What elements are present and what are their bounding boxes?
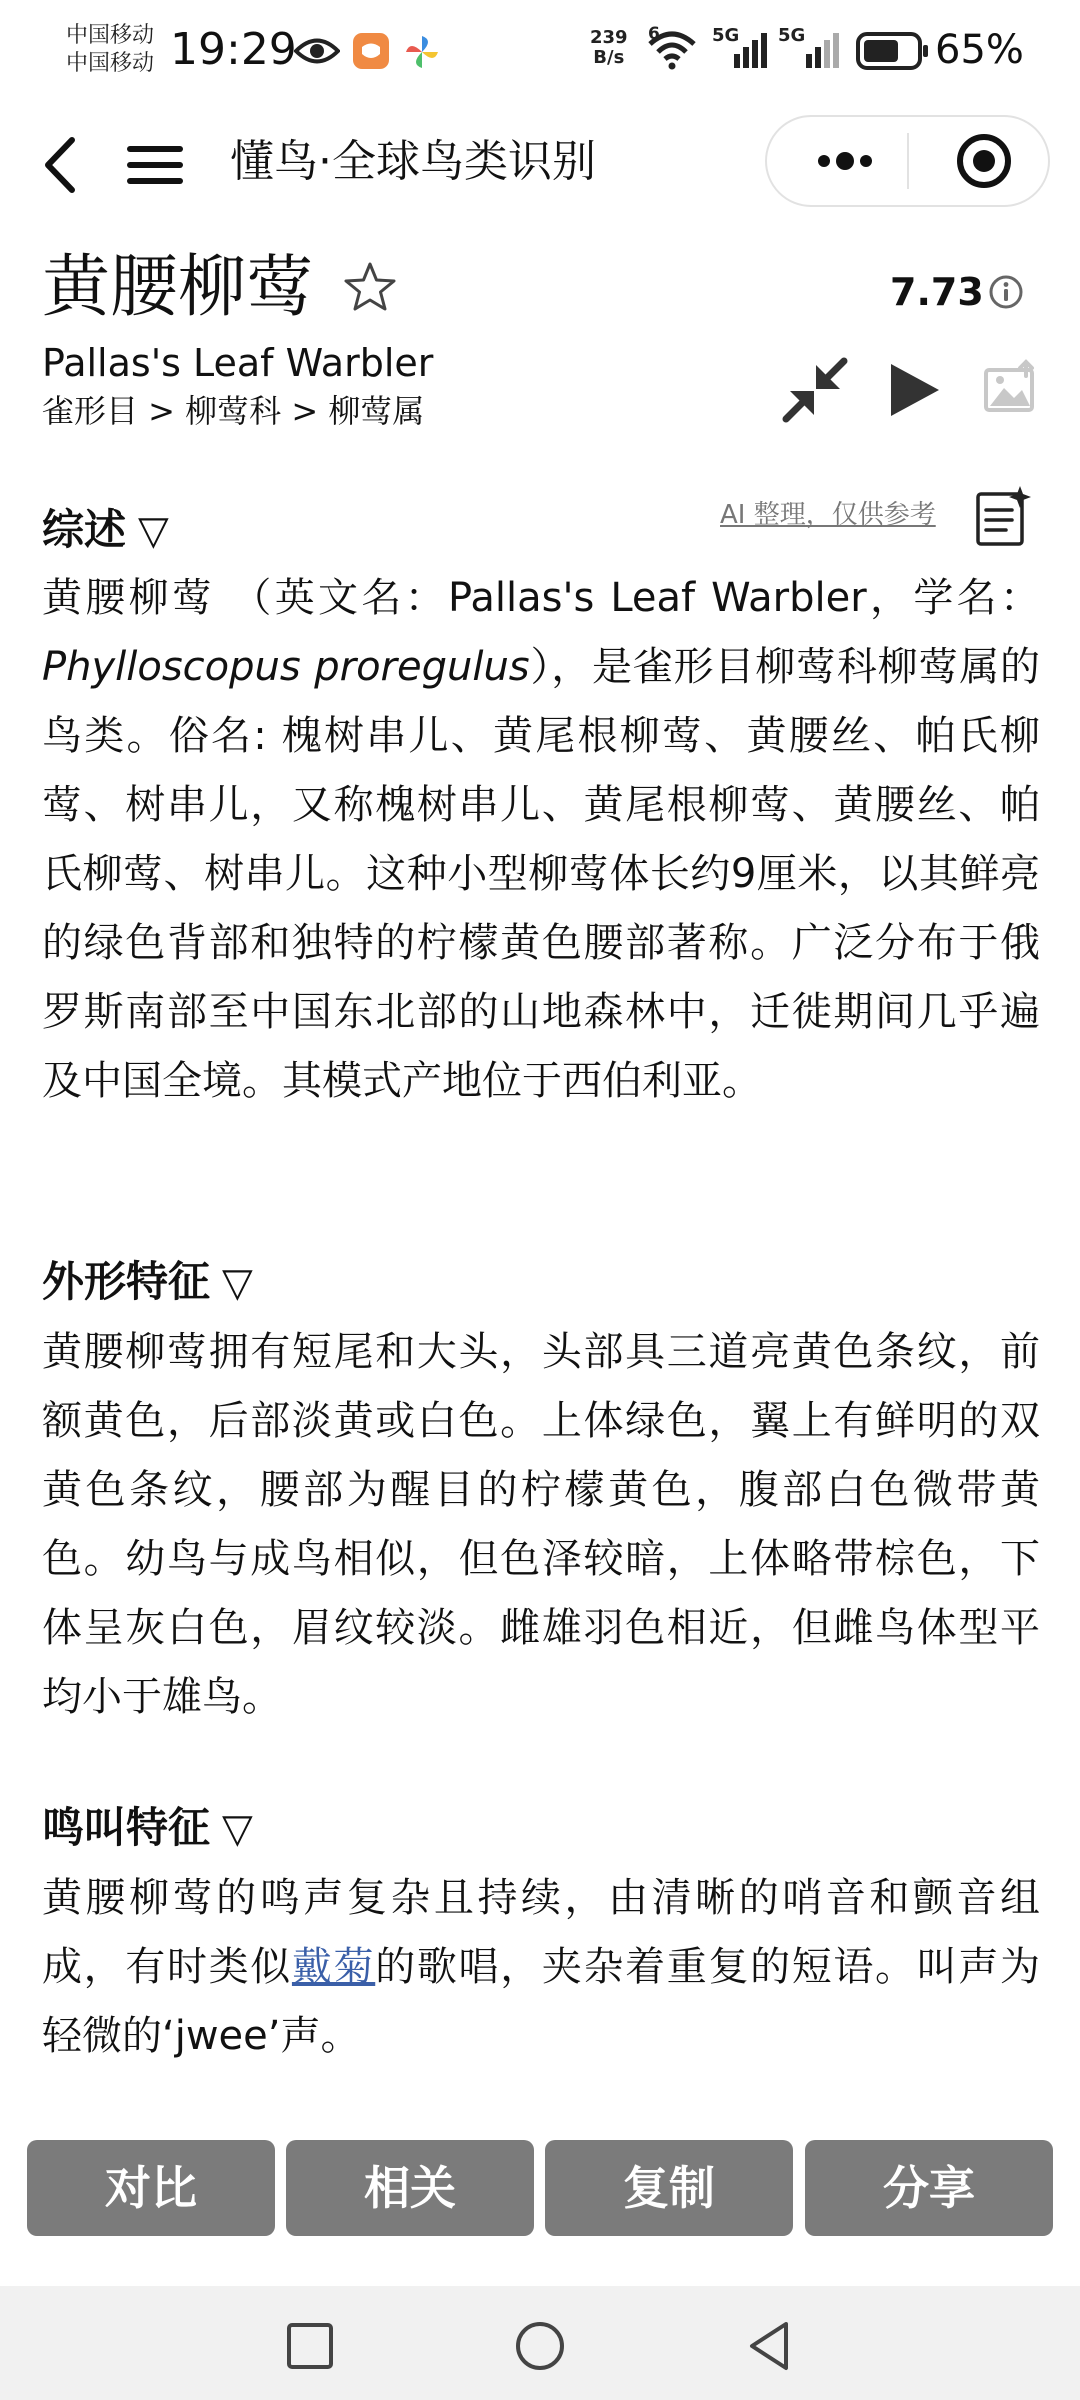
signal-icon	[720, 30, 768, 70]
nav-back-icon[interactable]	[742, 2318, 798, 2374]
target-icon[interactable]	[944, 130, 1024, 192]
carrier-2: 中国移动	[66, 51, 155, 76]
related-bird-link[interactable]: 戴菊	[291, 1944, 376, 1990]
eye-icon	[294, 34, 340, 68]
expand-toggle-icon: ▽	[222, 1260, 253, 1306]
menu-icon[interactable]	[125, 140, 185, 190]
overview-text-part-1: 黄腰柳莺 （英文名：Pallas's Leaf Warbler，学名：	[42, 575, 1040, 621]
more-icon[interactable]	[800, 130, 890, 192]
song-text-part-2: 的歌唱，夹杂着重复的短语。叫声为轻微的‘jwee’声。	[42, 1944, 1041, 2059]
compare-button[interactable]: 对比	[27, 2140, 275, 2236]
english-name: Pallas's Leaf Warbler	[42, 341, 434, 385]
carrier-1: 中国移动	[66, 23, 155, 48]
section-title-overview: 综述	[42, 505, 127, 554]
signal-1-label: 5G	[712, 25, 740, 46]
overview-text	[42, 564, 1040, 1116]
carrier-info	[66, 22, 154, 78]
home-icon[interactable]	[512, 2318, 568, 2374]
copy-button[interactable]: 复制	[545, 2140, 793, 2236]
ai-summary-icon[interactable]	[974, 484, 1034, 548]
recent-apps-icon[interactable]	[282, 2318, 338, 2374]
section-title-song: 鸣叫特征	[42, 1803, 211, 1852]
capsule-divider	[907, 133, 909, 189]
info-icon[interactable]	[988, 274, 1024, 310]
section-toggle-appearance[interactable]	[42, 1254, 253, 1311]
song-text	[42, 1864, 1040, 2071]
expand-toggle-icon: ▽	[222, 1806, 253, 1852]
ai-disclaimer: AI 整理，仅供参考	[720, 500, 936, 530]
network-speed-value: 239	[590, 27, 628, 48]
expand-toggle-icon: ▽	[138, 508, 169, 554]
taxonomy-breadcrumb: 雀形目 > 柳莺科 > 柳莺属	[42, 392, 425, 430]
star-icon[interactable]	[342, 260, 398, 316]
image-icon[interactable]	[982, 358, 1042, 418]
play-icon[interactable]	[885, 360, 945, 420]
network-speed-unit: B/s	[593, 47, 625, 68]
battery-icon	[856, 32, 930, 70]
overview-text-part-2: ），是雀形目柳莺科柳莺属的鸟类。俗名: 槐树串儿、黄尾根柳莺、黄腰丝、帕氏柳莺、树串儿，又称槐树串儿、黄尾根柳莺、黄腰丝、帕氏柳莺、树串儿。这种小型柳莺体长约9厘米，以其鲜亮的绿色背部和独特的柠檬黄色腰部著称。广泛分布于俄罗斯南部至中国东北部的山地森林中，迁徙期间几乎遍及中国全境。其模式产地位于西伯利亚。	[42, 644, 1041, 1104]
section-toggle-overview[interactable]	[42, 502, 169, 559]
battery-percentage: 65%	[935, 27, 1024, 73]
identification-score: 7.73	[890, 270, 984, 314]
share-button[interactable]: 分享	[805, 2140, 1053, 2236]
app-title: 懂鸟·全球鸟类识别	[230, 136, 596, 187]
collapse-icon[interactable]	[780, 355, 850, 425]
section-toggle-song[interactable]	[42, 1800, 253, 1857]
network-speed	[590, 28, 628, 68]
song-text-part-1: 黄腰柳莺的鸣声复杂且持续，由清晰的哨音和颤音组成，有时类似	[42, 1875, 1040, 1990]
status-time: 19:29	[170, 24, 297, 75]
wifi-badge: 6	[648, 24, 660, 44]
related-button[interactable]: 相关	[286, 2140, 534, 2236]
section-title-appearance: 外形特征	[42, 1257, 211, 1306]
bird-name: 黄腰柳莺	[42, 248, 315, 327]
app-notification-icon	[352, 32, 390, 70]
appearance-text: 黄腰柳莺拥有短尾和大头，头部具三道亮黄色条纹，前额黄色，后部淡黄或白色。上体绿色，翼上有鲜明的双黄色条纹，腰部为醒目的柠檬黄色，腹部白色微带黄色。幼鸟与成鸟相似，但色泽较暗，上体略带棕色，下体呈灰白色，眉纹较淡。雌雄羽色相近，但雌鸟体型平均小于雄鸟。	[42, 1329, 1040, 1720]
pinwheel-icon	[404, 34, 440, 70]
signal-2-label: 5G	[778, 25, 806, 46]
scientific-name: Phylloscopus proregulus	[42, 644, 530, 690]
back-icon[interactable]	[36, 130, 86, 200]
signal-icon-2	[786, 30, 842, 70]
